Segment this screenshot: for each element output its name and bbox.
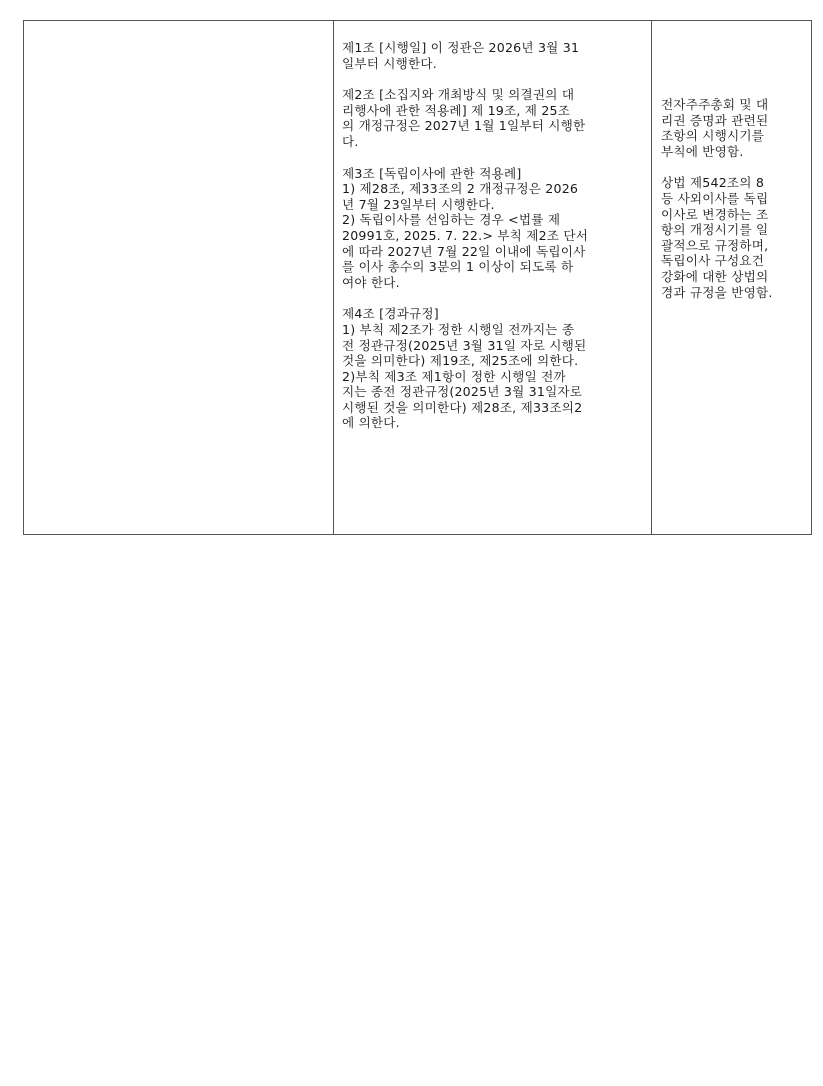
reason-2-line-7: 강화에 대한 상법의 <box>661 268 769 284</box>
article-4 <box>342 306 641 431</box>
article-4-line-8: 에 의한다. <box>342 415 400 431</box>
article-4-line-7: 시행된 것을 의미한다) 제28조, 제33조의2 <box>342 399 583 415</box>
reason-2-line-1: 상법 제542조의 8 <box>661 175 765 191</box>
article-3-line-8: 여야 한다. <box>342 274 400 290</box>
reason-2-line-5: 괄적으로 규정하며, <box>661 237 769 253</box>
article-3-line-4: 2) 독립이사를 선임하는 경우 <법률 제 <box>342 212 561 228</box>
reason-2-line-6: 독립이사 구성요건 <box>661 253 765 269</box>
article-4-line-1: 제4조 [경과규정] <box>342 306 439 322</box>
article-2 <box>342 87 641 149</box>
reason-note-2 <box>661 175 807 300</box>
article-3-line-3: 년 7월 23일부터 시행한다. <box>342 196 495 212</box>
reason-note-1 <box>661 97 807 159</box>
article-2-line-2: 리행사에 관한 적용례] 제 19조, 제 25조 <box>342 102 571 118</box>
reason-2-line-4: 항의 개정시기를 일 <box>661 222 769 238</box>
article-1-line-1: 제1조 [시행일] 이 정관은 2026년 3월 31 <box>342 40 580 55</box>
reason-1-line-4: 부칙에 반영함. <box>661 143 744 159</box>
reason-1-line-2: 리권 증명과 관련된 <box>661 112 769 128</box>
article-4-line-4: 것을 의미한다) 제19조, 제25조에 의한다. <box>342 353 579 369</box>
reason-2-line-8: 경과 규정을 반영함. <box>661 284 773 300</box>
article-3-line-6: 에 따라 2027년 7월 22일 이내에 독립이사 <box>342 243 586 259</box>
revised-articles-cell <box>334 21 652 534</box>
article-4-line-2: 1) 부칙 제2조가 정한 시행일 전까지는 종 <box>342 321 575 337</box>
article-2-line-3: 의 개정규정은 2027년 1월 1일부터 시행한 <box>342 118 586 134</box>
reason-2-line-2: 등 사외이사를 독립 <box>661 190 769 206</box>
article-3-line-7: 를 이사 총수의 3분의 1 이상이 되도록 하 <box>342 259 574 275</box>
reason-1-line-1: 전자주주총회 및 대 <box>661 97 769 112</box>
article-3-line-1: 제3조 [독립이사에 관한 적용례] <box>342 165 522 181</box>
reason-2-line-3: 이사로 변경하는 조 <box>661 206 769 222</box>
current-articles-cell <box>24 21 334 534</box>
article-1-line-2: 일부터 시행한다. <box>342 55 437 71</box>
article-3-line-2: 1) 제28조, 제33조의 2 개정규정은 2026 <box>342 181 579 197</box>
article-4-line-5: 2)부칙 제3조 제1항이 정한 시행일 전까 <box>342 368 566 384</box>
article-2-line-1: 제2조 [소집지와 개최방식 및 의결권의 대 <box>342 87 575 103</box>
article-4-line-3: 전 정관규정(2025년 3월 31일 자로 시행된 <box>342 337 587 353</box>
article-3 <box>342 166 641 291</box>
reason-1-line-3: 조항의 시행시기를 <box>661 128 765 144</box>
articles-amendment-table <box>23 20 812 535</box>
amendment-reason-cell <box>652 21 811 534</box>
article-4-line-6: 지는 종전 정관규정(2025년 3월 31일자로 <box>342 384 583 400</box>
article-1 <box>342 40 641 71</box>
article-2-line-4: 다. <box>342 133 359 149</box>
article-3-line-5: 20991호, 2025. 7. 22.> 부칙 제2조 단서 <box>342 227 589 243</box>
